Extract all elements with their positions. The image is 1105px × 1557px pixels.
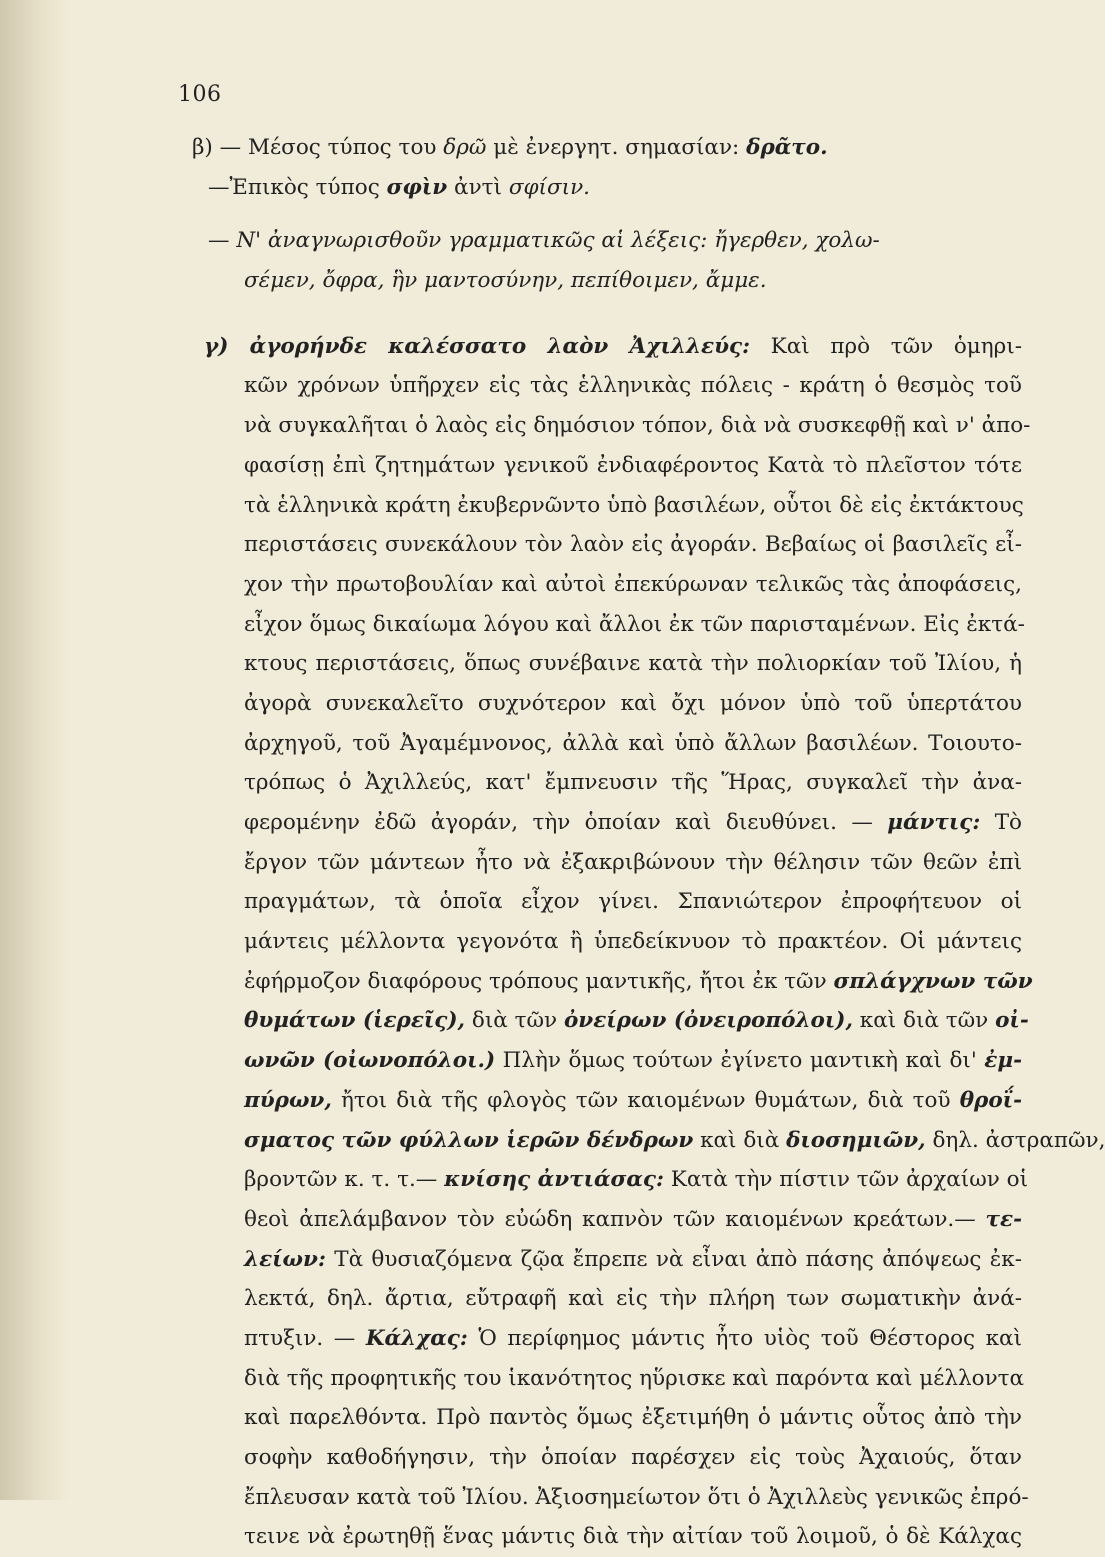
text-segment: τεινε νὰ ἐρωτηθῇ ἕνας μάντις διὰ τὴν αἰτίαν τοῦ λοιμοῦ, ὁ δὲ Κάλχας: [244, 1524, 1022, 1550]
text-line: [192, 327, 1022, 367]
text-line: [192, 843, 1022, 883]
text-segment: κτους περιστάσεις, ὅπως συνέβαινε κατὰ τὴν πολιορκίαν τοῦ Ἰλίου, ἡ: [244, 651, 1022, 677]
text-segment: ἀρχηγοῦ, τοῦ Ἀγαμέμνονος, ἀλλὰ καὶ ὑπὸ ἄλλων βασιλέων. Τοιουτο-: [244, 730, 1022, 756]
text-segment: λεκτά, δηλ. ἄρτια, εὔτραφῆ καὶ εἰς τὴν πλήρη των σωματικὴν ἀνά-: [244, 1286, 1022, 1312]
text-line: [192, 261, 1022, 301]
text-segment: β) — Μέσος τύπος του: [192, 135, 444, 160]
text-segment: πτυξιν. —: [244, 1325, 366, 1351]
text-segment: φασίσῃ ἐπὶ ζητημάτων γενικοῦ ἐνδιαφέροντος Κατὰ τὸ πλεῖστον τότε: [244, 452, 1022, 478]
text-segment: σφίσιν.: [508, 174, 590, 200]
text-line: [192, 1240, 1022, 1280]
text-line: [192, 1081, 1022, 1121]
text-line: [192, 446, 1022, 486]
text-line: [192, 684, 1022, 724]
text-line: [192, 1398, 1022, 1438]
text-line: [192, 486, 1022, 526]
text-segment: σοφὴν καθοδήγησιν, τὴν ὁποίαν παρέσχεν εἰς τοὺς Ἀχαιούς, ὅταν: [244, 1445, 1022, 1470]
text-segment: σφὶν: [386, 174, 448, 200]
text-segment: θυμάτων (ἱερεῖς),: [244, 1008, 466, 1034]
text-segment: μάντις:: [887, 810, 981, 835]
text-segment: διὰ τῆς προφητικῆς του ἱκανότητος ηὕρισκε καὶ παρόντα καὶ μέλλοντα: [244, 1365, 1025, 1391]
text-segment: κῶν χρόνων ὑπῆρχεν εἰς τὰς ἑλληνικὰς πόλεις - κράτη ὁ θεσμὸς τοῦ: [244, 373, 1022, 399]
text-segment: ωνῶν (οἰωνοπόλοι.): [244, 1048, 496, 1074]
page-gutter-shadow: [0, 0, 70, 1500]
text-line: [192, 525, 1022, 565]
text-segment: τε-: [985, 1206, 1022, 1232]
text-line: [192, 1478, 1029, 1518]
text-segment: μὲ ἐνεργητ. σημασίαν:: [486, 135, 747, 160]
text-line: [192, 366, 1022, 406]
text-segment: ἔργον τῶν μάντεων ἦτο νὰ ἐξακριβώνουν τὴν θέλησιν τῶν θεῶν ἐπὶ: [244, 849, 1022, 875]
text-line: [192, 1319, 1022, 1359]
text-segment: τὰ ἑλληνικὰ κράτη ἐκυβερνῶντο ὑπὸ βασιλέων, οὗτοι δὲ εἰς ἐκτάκτους: [244, 492, 1024, 518]
text-segment: κνίσης ἀντιάσας:: [444, 1167, 664, 1193]
text-segment: πραγμάτων, τὰ ὁποῖα εἶχον γίνει. Σπανιώτερον ἐπροφήτευον οἱ: [244, 889, 1022, 915]
text-line: [192, 724, 1022, 764]
text-line: [192, 1200, 1022, 1240]
text-segment: Τὰ θυσιαζόμενα ζῷα ἔπρεπε νὰ εἶναι ἀπὸ πάσης ἀπόψεως ἐκ-: [325, 1246, 1022, 1272]
text-segment: θροΐ-: [959, 1087, 1022, 1113]
text-segment: διὰ τῶν: [465, 1008, 564, 1034]
text-segment: βροντῶν κ. τ. τ.—: [244, 1167, 445, 1193]
text-segment: δρᾶτο.: [746, 135, 828, 160]
page-number: 106: [178, 82, 222, 107]
text-line: [192, 406, 1031, 446]
text-line: [192, 1001, 1029, 1041]
text-line: [192, 803, 1022, 843]
text-segment: χον τὴν πρωτοβουλίαν καὶ αὐτοὶ ἐπεκύρωναν τελικῶς τὰς ἀποφάσεις,: [244, 571, 1022, 597]
text-segment: καὶ παρελθόντα. Πρὸ παντὸς ὅμως ἐξετιμήθη ὁ μάντις οὗτος ἀπὸ τὴν: [244, 1405, 1022, 1431]
text-segment: Τὸ: [980, 810, 1022, 835]
text-segment: Ὁ περίφημος μάντις ἦτο υἱὸς τοῦ Θέστορος καὶ: [467, 1325, 1022, 1351]
text-line: [192, 922, 1022, 962]
text-segment: καὶ διὰ τῶν: [852, 1008, 996, 1034]
text-segment: περιστάσεις συνεκάλουν τὸν λαὸν εἰς ἀγοράν. Βεβαίως οἱ βασιλεῖς εἶ-: [244, 532, 1022, 558]
text-segment: πύρων,: [244, 1087, 332, 1113]
text-line: [192, 605, 1025, 645]
text-line: [192, 128, 1022, 168]
text-segment: ἤτοι διὰ τῆς φλογὸς τῶν καιομένων θυμάτων, διὰ τοῦ: [331, 1087, 960, 1113]
text-segment: —Ἐπικὸς τύπος: [208, 174, 387, 200]
text-segment: μάντεις μέλλοντα γεγονότα ἢ ὑπεδείκνυον τὸ πρακτέον. Οἱ μάντεις: [244, 929, 1022, 955]
text-segment: διοσημιῶν,: [786, 1127, 926, 1153]
text-line: [192, 1121, 1105, 1161]
text-line: [192, 763, 1022, 803]
text-line: [192, 565, 1022, 605]
text-segment: νὰ συγκαλῆται ὁ λαὸς εἰς δημόσιον τόπον, διὰ νὰ συσκεφθῇ καὶ ν' ἀπο-: [244, 413, 1031, 439]
text-segment: θεοὶ ἀπελάμβανον τὸν εὐώδη καπνὸν τῶν καιομένων κρεάτων.—: [244, 1206, 986, 1232]
text-segment: γ) ἀγορήνδε καλέσσατο λαὸν Ἀχιλλεύς:: [204, 333, 751, 359]
text-segment: σματος τῶν φύλλων ἱερῶν δένδρων: [244, 1127, 694, 1153]
text-segment: —: [208, 228, 237, 254]
text-line: [192, 1041, 1022, 1081]
text-segment: δρῶ: [443, 135, 487, 160]
text-line: [192, 1279, 1022, 1319]
text-line: [192, 1359, 1025, 1399]
text-segment: ἀγορὰ συνεκαλεῖτο συχνότερον καὶ ὄχι μόνον ὑπὸ τοῦ ὑπερτάτου: [244, 690, 1022, 716]
text-segment: σπλάγχνων τῶν: [833, 968, 1033, 994]
text-block: [192, 128, 1105, 1557]
text-line: [192, 1160, 1029, 1200]
text-segment: καὶ διὰ: [693, 1127, 787, 1153]
text-line: [192, 644, 1022, 684]
text-segment: Πλὴν ὅμως τούτων ἐγίνετο μαντικὴ καὶ δι': [495, 1048, 985, 1074]
text-line: [192, 1438, 1022, 1478]
text-line: [192, 221, 1022, 261]
text-segment: ἐφήρμοζον διαφόρους τρόπους μαντικῆς, ἤτοι ἐκ τῶν: [244, 968, 834, 994]
text-segment: δηλ. ἀστραπῶν,: [925, 1127, 1105, 1153]
text-line: [192, 1517, 1022, 1557]
text-segment: σέμεν, ὄφρα, ἣν μαντοσύνην, πεπίθοιμεν, ἄμμε.: [244, 268, 767, 294]
text-line: [192, 882, 1022, 922]
text-segment: εἶχον ὅμως δικαίωμα λόγου καὶ ἄλλοι ἐκ τῶν παρισταμένων. Εἰς ἐκτά-: [244, 611, 1025, 637]
text-segment: φερομένην ἐδῶ ἀγοράν, τὴν ὁποίαν καὶ διευθύνει. —: [244, 810, 888, 835]
text-segment: Κάλχας:: [365, 1325, 468, 1351]
text-segment: ἔπλευσαν κατὰ τοῦ Ἰλίου. Ἀξιοσημείωτον ὅτι ὁ Ἀχιλλεὺς γενικῶς ἐπρό-: [244, 1484, 1029, 1510]
text-line: [192, 168, 1022, 208]
text-segment: ὀνείρων (ὀνειροπόλοι),: [563, 1008, 853, 1034]
text-segment: Καὶ πρὸ τῶν ὁμηρι-: [750, 333, 1022, 359]
text-segment: ἀντὶ: [447, 174, 509, 200]
text-segment: λείων:: [244, 1246, 326, 1272]
text-segment: οἰ-: [995, 1008, 1029, 1034]
text-segment: τρόπως ὁ Ἀχιλλεύς, κατ' ἔμπνευσιν τῆς Ἥρας, συγκαλεῖ τὴν ἀνα-: [244, 770, 1022, 796]
text-line: [192, 962, 1033, 1002]
text-segment: ἐμ-: [984, 1048, 1022, 1074]
text-segment: Κατὰ τὴν πίστιν τῶν ἀρχαίων οἱ: [663, 1167, 1029, 1193]
text-segment: Ν' ἀναγνωρισθοῦν γραμματικῶς αἱ λέξεις: ἤγερθεν, χολω-: [236, 228, 880, 254]
